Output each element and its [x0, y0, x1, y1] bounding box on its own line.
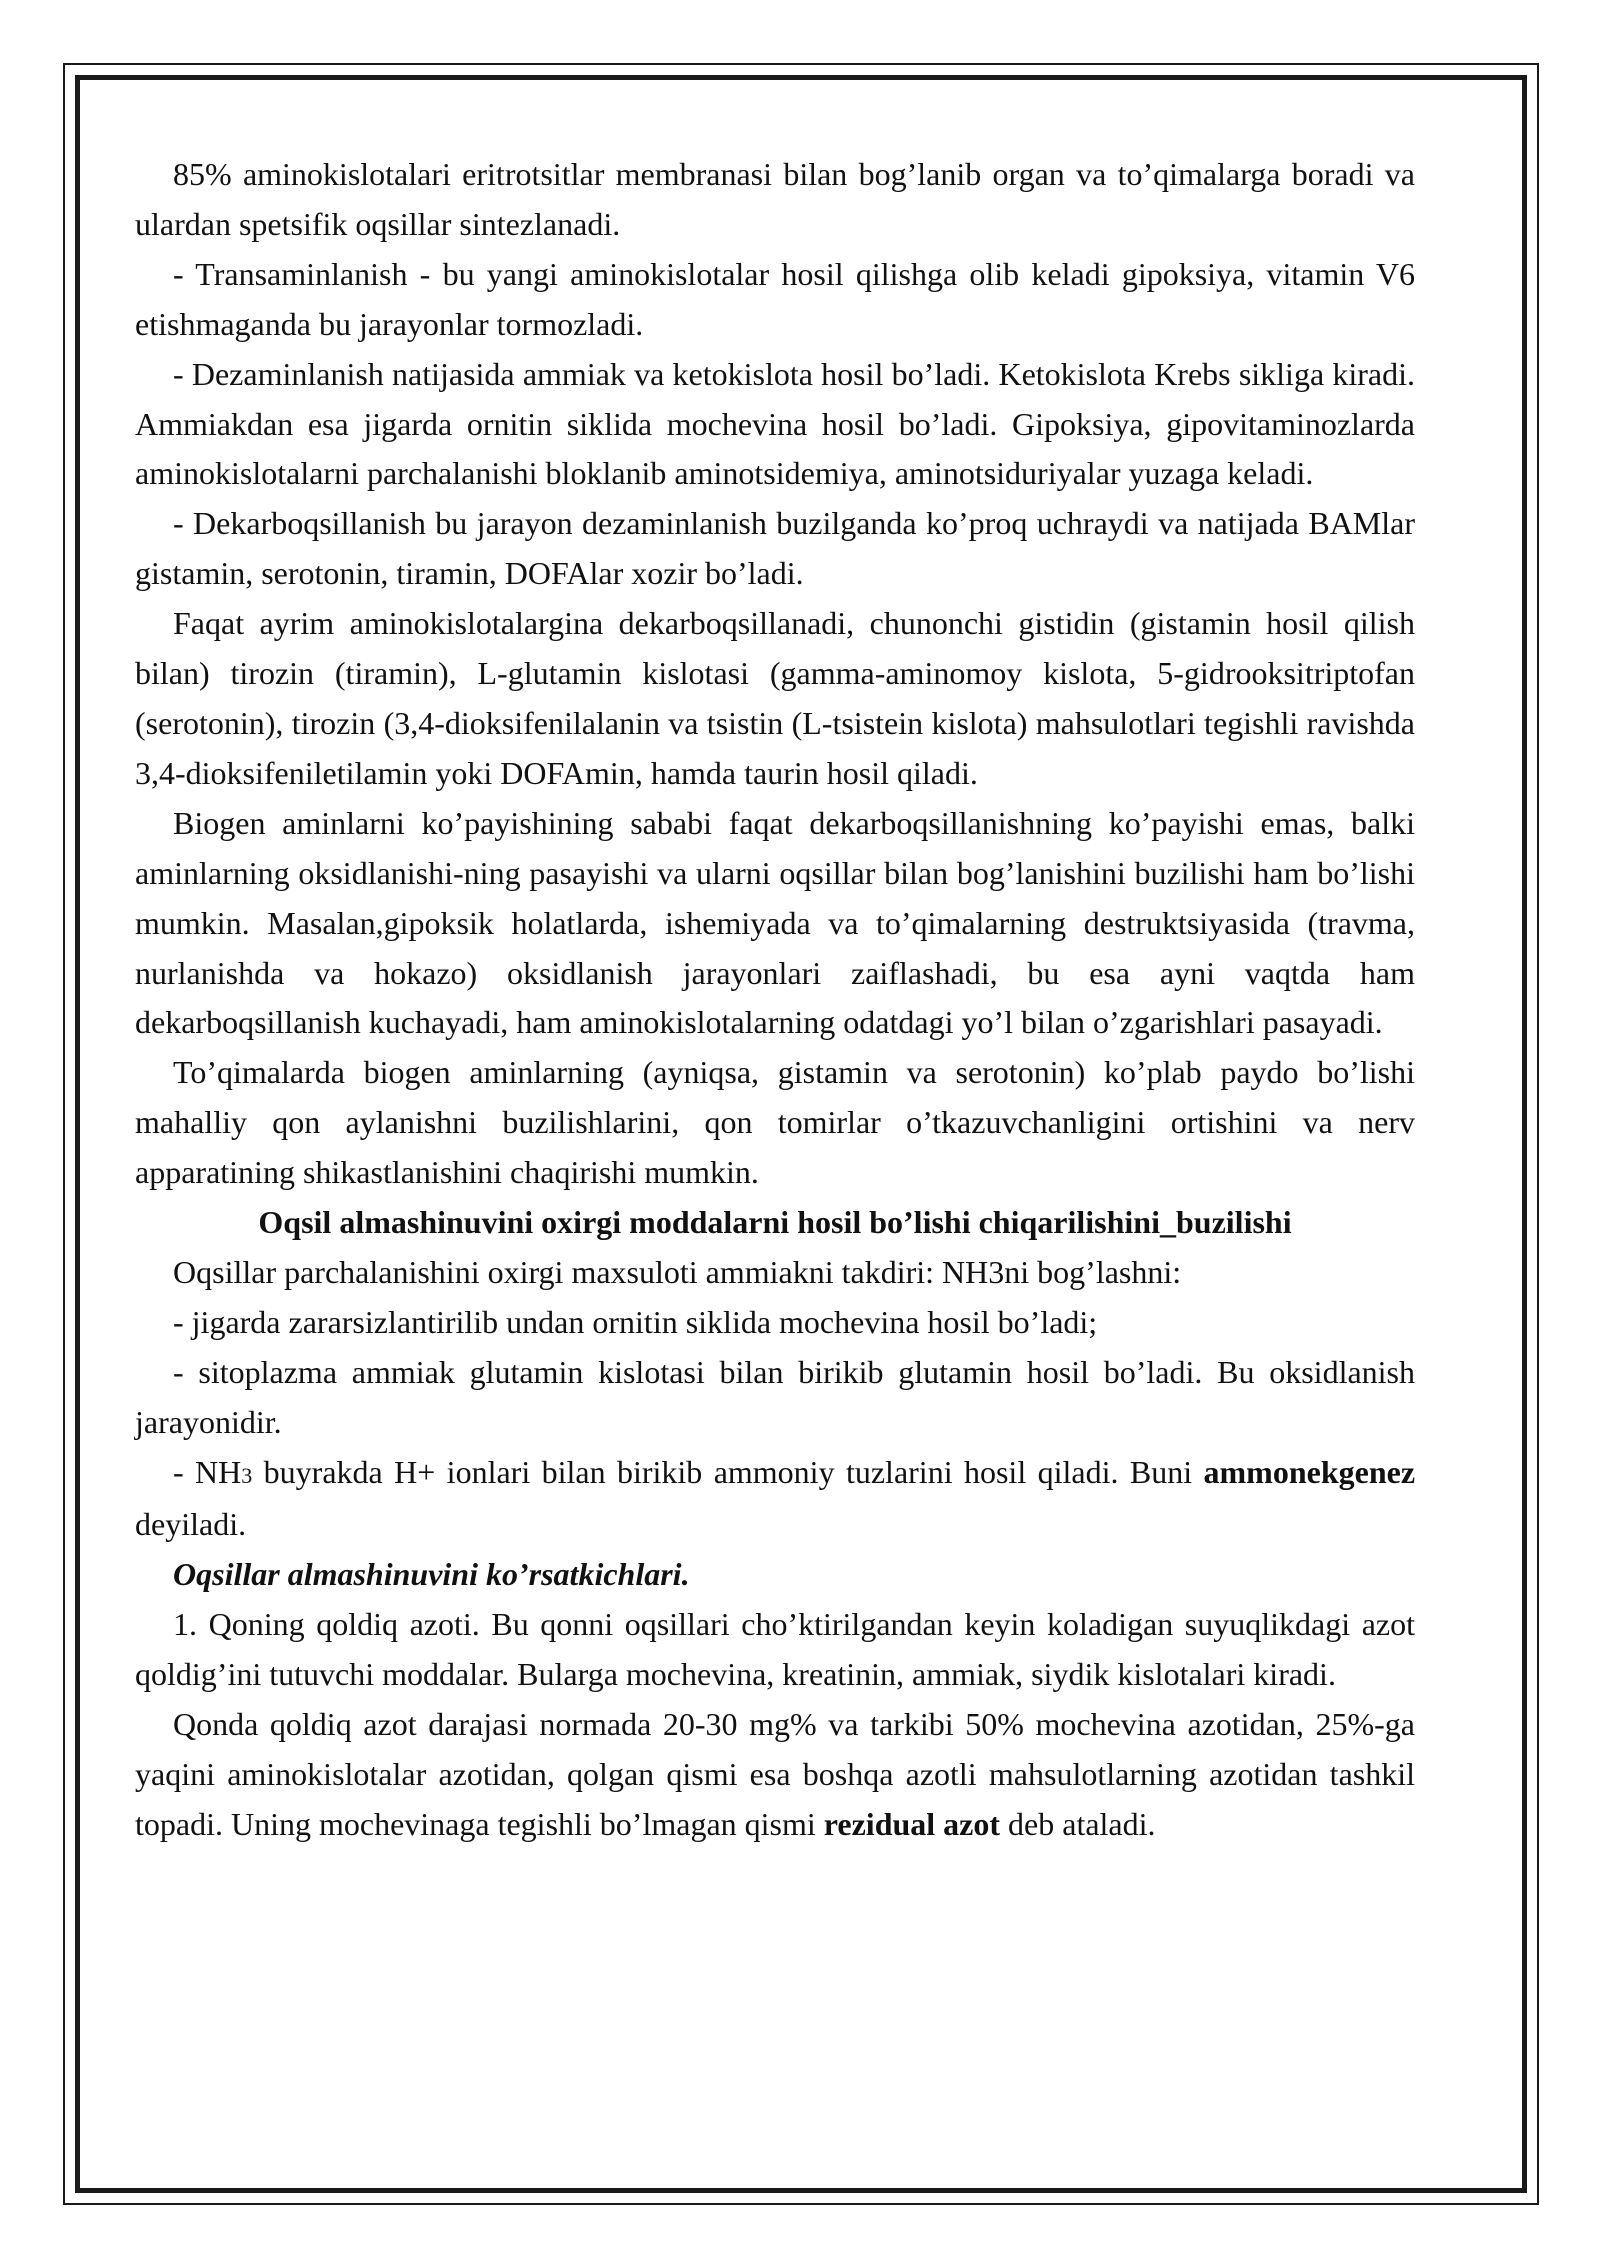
bold-term: ammonekgenez: [1203, 1453, 1416, 1490]
paragraph: To’qimalarda biogen aminlarning (ayniqsa, gistamin va serotonin) ko’plab paydo bo’lishi mahalliy qon aylanishni buzilishlarini, qon tomirlar o’tkazuvchanligini ortishini va nerv apparatining shikastlanishini chaqirishi mumkin.: [135, 1054, 1415, 1191]
paragraph: 1. Qoning qoldiq azoti. Bu qonni oqsillari cho’ktirilgandan keyin koladigan suyuqlikdagi azot qoldig’ini tutuvchi moddalar. Bularga mochevina, kreatinin, ammiak, siydik kislotalari kiradi.: [135, 1606, 1415, 1693]
text-run: buyrakda H+ ionlari bilan birikib ammoniy tuzlarini hosil qiladi. Buni: [252, 1453, 1204, 1490]
text-run: Qonda qoldiq azot darajasi normada 20-30 mg% va tarkibi 50% mochevina azotidan, 25%-ga yaqini aminokislotalar azotidan, qolgan qismi esa boshqa azotli mahsulotlarning azotidan tashkil topadi. Uning mochevinaga tegishli bo’lmagan qismi: [135, 1706, 1415, 1842]
section-heading: Oqsil almashinuvini oxirgi moddalarni hosil bo’lishi chiqarilishini_buzilishi: [258, 1204, 1292, 1241]
paragraph: - jigarda zararsizlantirilib undan ornitin siklida mochevina hosil bo’ladi;: [173, 1303, 1098, 1340]
bold-term: rezidual azot: [823, 1805, 1001, 1842]
text-run-subscript: 3: [241, 1462, 253, 1488]
paragraph: - Dezaminlanish natijasida ammiak va ketokislota hosil bo’ladi. Ketokislota Krebs sikliga kiradi. Ammiakdan esa jigarda ornitin siklida mochevina hosil bo’ladi. Gipoksiya, gipovitaminozlarda aminokislotalarni parchalanishi bloklanib aminotsidemiya, aminotsiduriyalar yuzaga keladi.: [135, 355, 1415, 492]
text-run: - NH: [173, 1453, 242, 1490]
paragraph: - Dekarboqsillanish bu jarayon dezaminlanish buzilganda ko’proq uchraydi va natijada BAMlar gistamin, serotonin, tiramin, DOFAlar xozir bo’ladi.: [135, 505, 1415, 592]
paragraph: - sitoplazma ammiak glutamin kislotasi bilan birikib glutamin hosil bo’ladi. Bu oksidlanish jarayonidir.: [135, 1353, 1415, 1440]
paragraph: - Transaminlanish - bu yangi aminokislotalar hosil qilishga olib keladi gipoksiya, vitamin V6 etishmaganda bu jarayonlar tormozladi.: [135, 255, 1415, 342]
document-body: [135, 150, 1415, 1850]
text-run: deyiladi.: [135, 1506, 247, 1543]
paragraph: Faqat ayrim aminokislotalargina dekarboqsillanadi, chunonchi gistidin (gistamin hosil qilish bilan) tirozin (tiramin), L-glutamin kislotasi (gamma-aminomoy kislota, 5-gidrooksitriptofan (serotonin), tirozin (3,4-dioksifenilalanin va tsistin (L-tsistein kislota) mahsulotlari tegishli ravishda 3,4-dioksifeniletilamin yoki DOFAmin, hamda taurin hosil qiladi.: [135, 605, 1415, 791]
paragraph: [135, 1448, 1415, 1551]
text-run: deb ataladi.: [1000, 1805, 1156, 1842]
paragraph: Biogen aminlarni ko’payishining sababi faqat dekarboqsillanishning ko’payishi emas, balki aminlarning oksidlanishi-ning pasayishi va ularni oqsillar bilan bog’lanishini buzilishi ham bo’lishi mumkin. Masalan,gipoksik holatlarda, ishemiyada va to’qimalarning destruktsiyasida (travma, nurlanishda va hokazo) oksidlanish jarayonlari zaiflashadi, bu esa ayni vaqtda ham dekarboqsillanish kuchayadi, ham aminokislotalarning odatdagi yo’l bilan o’zgarishlari pasayadi.: [135, 804, 1415, 1041]
paragraph: [135, 1700, 1415, 1850]
paragraph: 85% aminokislotalari eritrotsitlar membranasi bilan bog’lanib organ va to’qimalarga boradi va ulardan spetsifik oqsillar sintezlanadi.: [135, 156, 1415, 242]
section-subheading: Oqsillar almashinuvini ko’rsatkichlari.: [173, 1556, 690, 1593]
paragraph: Oqsillar parchalanishini oxirgi maxsuloti ammiakni takdiri: NH3ni bog’lashni:: [173, 1253, 1182, 1290]
